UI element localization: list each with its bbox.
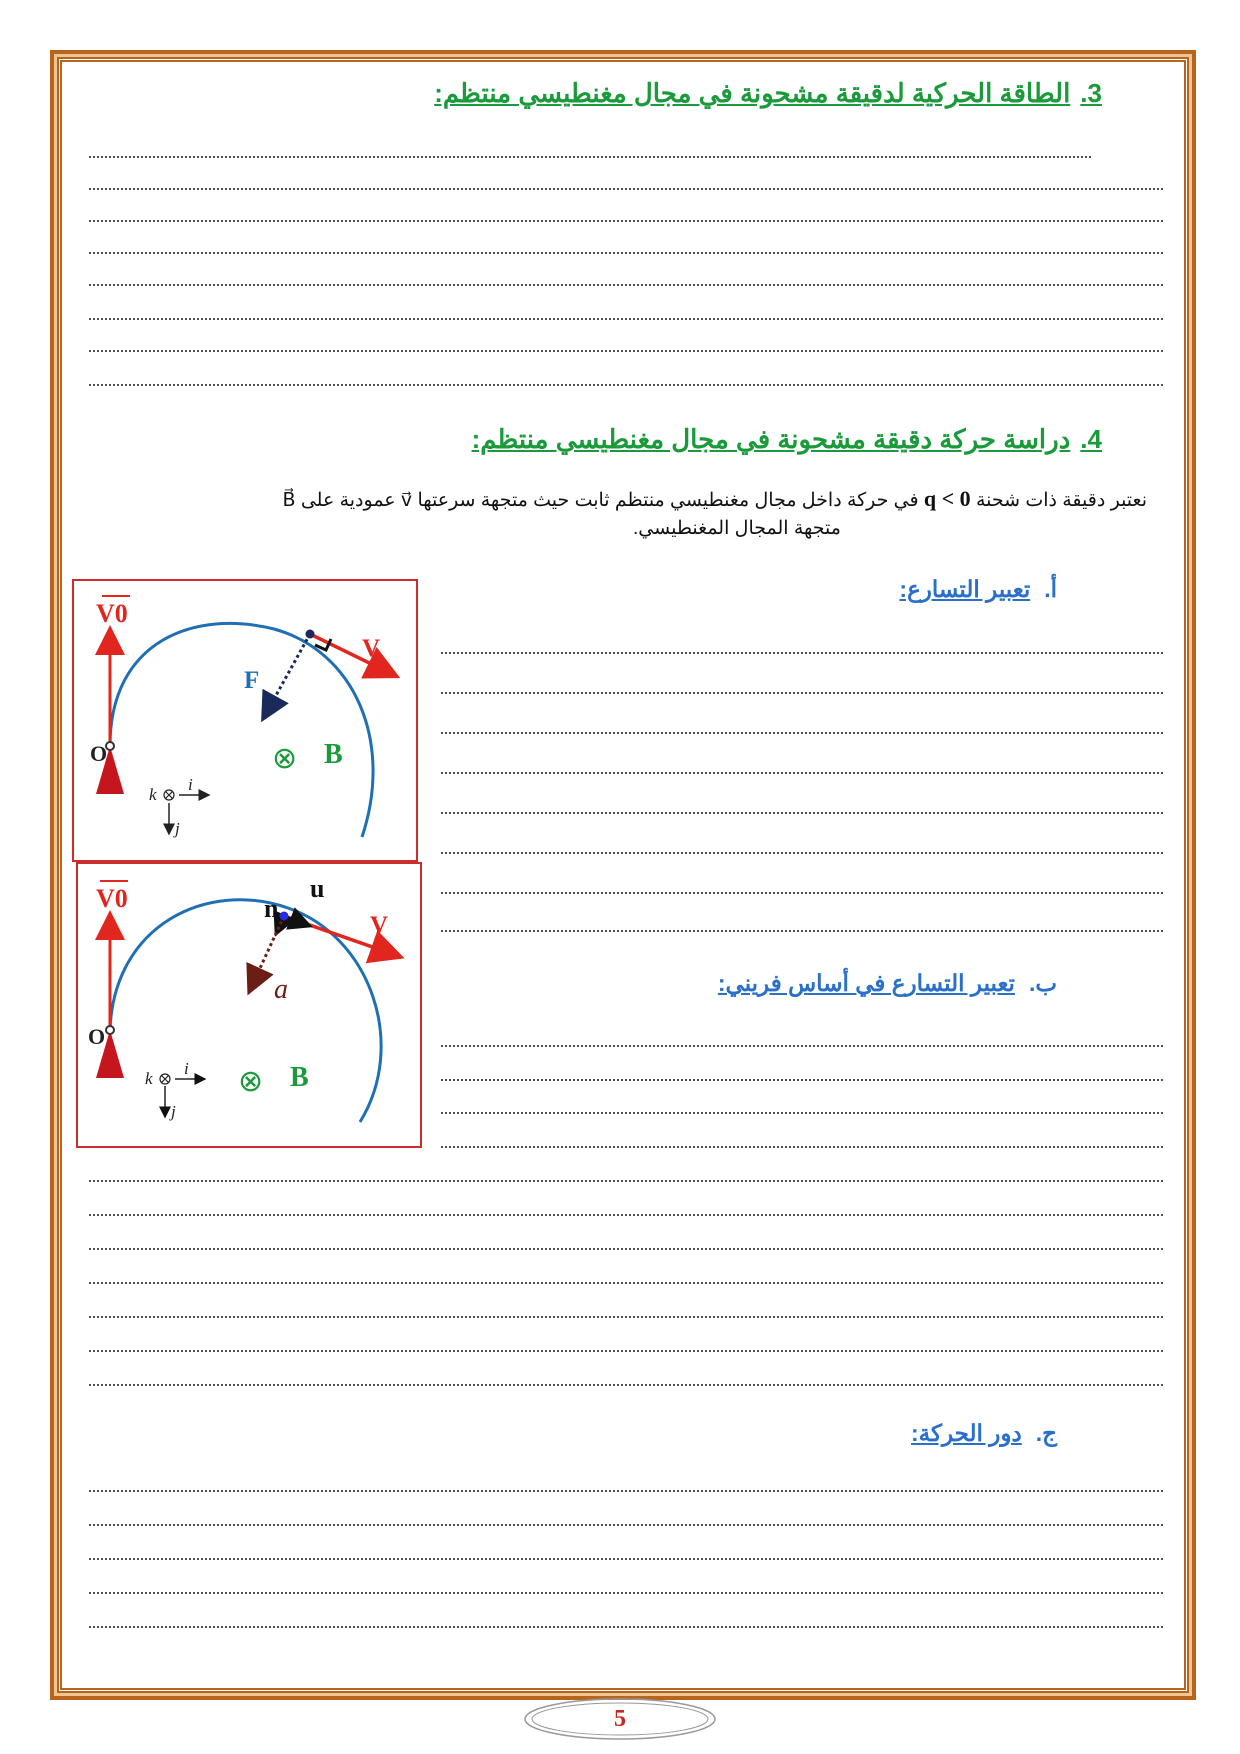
answer-line[interactable] (88, 188, 1163, 190)
answer-line[interactable] (88, 1558, 1163, 1560)
answer-line[interactable] (440, 892, 1163, 894)
answer-line[interactable] (88, 1592, 1163, 1594)
sub-a-letter: أ. (1044, 576, 1057, 602)
k-label: k (145, 1069, 153, 1088)
k-label: k (149, 785, 157, 804)
answer-line[interactable] (88, 1214, 1163, 1216)
answer-line[interactable] (440, 812, 1163, 814)
figure-frenet-diagram (76, 862, 422, 1148)
sub-b-heading (718, 970, 1057, 997)
v0-vec-bar (100, 880, 128, 882)
answer-line[interactable] (88, 1384, 1163, 1386)
section-4-heading (472, 424, 1102, 455)
section-4-intro (87, 485, 1147, 543)
j-label: j (175, 819, 180, 838)
answer-line[interactable] (88, 350, 1163, 352)
answer-line[interactable] (440, 652, 1163, 654)
velocity-label: V (370, 912, 389, 939)
page-number-badge (520, 1696, 720, 1742)
figure-2-svg (78, 864, 420, 1146)
answer-line[interactable] (88, 384, 1163, 386)
sub-c-heading (911, 1420, 1057, 1447)
origin-point (106, 742, 114, 750)
particle-point (306, 630, 315, 639)
section-3-title: الطاقة الحركية لدقيقة مشحونة في مجال مغنطيسي منتظم: (434, 78, 1071, 108)
answer-line[interactable] (440, 1112, 1163, 1114)
answer-line[interactable] (88, 1350, 1163, 1352)
particle-point (280, 912, 289, 921)
answer-line[interactable] (88, 1248, 1163, 1250)
field-cross-icon: ⊗ (238, 1064, 264, 1099)
intro-line-2: متجهة المجال المغنطيسي. (633, 518, 841, 539)
answer-line[interactable] (440, 1079, 1163, 1081)
answer-line[interactable] (440, 1146, 1163, 1148)
sub-c-letter: ج. (1035, 1420, 1057, 1446)
answer-line[interactable] (88, 1524, 1163, 1526)
answer-line[interactable] (88, 318, 1163, 320)
v0-label: V0 (96, 884, 128, 913)
sub-b-letter: ب. (1028, 970, 1057, 996)
i-label: i (184, 1059, 189, 1078)
answer-line[interactable] (440, 852, 1163, 854)
answer-line[interactable] (88, 1626, 1163, 1628)
section-4-title: دراسة حركة دقيقة مشحونة في مجال مغنطيسي منتظم: (471, 424, 1071, 454)
field-label: B (290, 1062, 309, 1093)
force-arrow (264, 634, 310, 717)
figure-force-diagram (72, 579, 418, 862)
field-symbol: B⃗ (282, 490, 296, 511)
origin-point (106, 1026, 114, 1034)
answer-line[interactable] (88, 1282, 1163, 1284)
velocity-symbol: v⃗ (400, 490, 413, 511)
answer-line[interactable] (440, 1045, 1163, 1047)
answer-line[interactable] (88, 220, 1163, 222)
section-3-heading (434, 78, 1102, 109)
intro-line-1: نعتبر دقيقة ذات شحنة q < 0 في حركة داخل مجال مغنطيسي منتظم ثابت حيث متجهة سرعتها v⃗ عمودية على B⃗ (282, 486, 1147, 511)
velocity-label: V (362, 635, 381, 662)
page-number: 5 (614, 1706, 626, 1732)
field-cross-icon: ⊗ (272, 741, 298, 776)
n-label: n (264, 894, 279, 923)
force-label: F (244, 667, 260, 694)
charge-condition: q < 0 (923, 486, 971, 511)
answer-line[interactable] (88, 252, 1163, 254)
answer-line[interactable] (88, 1490, 1163, 1492)
v0-vec-bar (102, 595, 130, 597)
sub-c-label: دور الحركة: (911, 1420, 1022, 1446)
section-3-number: 3. (1080, 78, 1102, 108)
origin-label: O (90, 741, 108, 766)
origin-label: O (88, 1024, 106, 1049)
answer-line[interactable] (88, 1180, 1163, 1182)
section-4-number: 4. (1080, 424, 1102, 454)
sub-a-heading (899, 576, 1057, 603)
i-label: i (188, 775, 193, 794)
answer-line[interactable] (440, 930, 1163, 932)
answer-line[interactable] (440, 692, 1163, 694)
acceleration-label: a (274, 974, 288, 1005)
answer-line[interactable] (88, 284, 1163, 286)
v0-label: V0 (96, 599, 128, 628)
answer-line[interactable] (88, 1316, 1163, 1318)
answer-line[interactable] (440, 772, 1163, 774)
u-label: u (310, 874, 325, 903)
sub-b-label: تعبير التسارع في أساس فريني: (717, 970, 1015, 996)
j-label: j (171, 1102, 176, 1121)
answer-line[interactable] (88, 156, 1093, 158)
sub-a-label: تعبير التسارع: (899, 576, 1031, 602)
answer-line[interactable] (440, 732, 1163, 734)
field-label: B (324, 739, 343, 770)
